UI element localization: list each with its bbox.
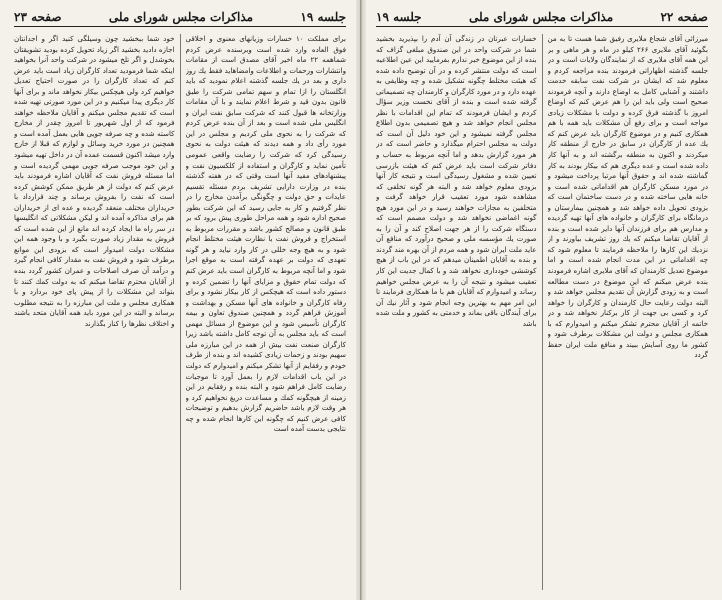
session-number: جلسه ۱۹ — [376, 10, 422, 24]
session-number: جلسه ۱۹ — [300, 10, 346, 24]
left-page-columns — [14, 34, 346, 590]
left-page-header — [14, 8, 346, 27]
text-column-right: ميرزائى آقاى شجاع ملايرى رفيق شما هست تا به من بگوئيد آقاى ملايرى ۲۶۶ كيلو در ماه و هر ماهى و بر اين همه آقاى ملايرى كه از نمايندگان ولايات است و در جلسه گذشته اظهاراتى فرمودند بنده مراجعه كردم و معلوم شد كه ايشان در شركت نفت سابقه خدمت داشتند و آشنايى كامل به اوضاع دارند و آنچه فرمودند صحيح است ولى بايد اين را هم عرض كنم كه اوضاع امروز با گذشته فرق كرده و دولت با مشكلات زيادى مواجه است و براى رفع آن مشكلات بايد همه با هم همكارى كنيم و در موضوع كارگران بايد عرض كنم كه يك عده از كارگران در سابق در خارج از منطقه كار ميكردند و اكنون به منطقه برگشته اند و به آنها كار داده شده است و عده ديگرى هم كه بيكار بودند به كار گماشته شده اند و حقوق آنها مرتبا پرداخت ميشود و در مورد مسكن كارگران هم اقداماتى شده است و خانه هايى ساخته شده و در دست ساختمان است كه بزودى تحويل داده خواهد شد و همچنين بيمارستان و درمانگاه براى كارگران و خانواده هاى آنها تهيه گرديده و مدارس هم براى فرزندان آنها داير شده است و بنده از آقايان تقاضا ميكنم كه يك روز تشريف بياورند و از نزديك اين كارها را ملاحظه فرمايند تا معلوم شود كه چه اقداماتى در اين مدت انجام شده است و اما موضوع تعديل كارمندان كه آقاى ملايرى اشاره فرمودند بنده عرض ميكنم كه اين موضوع در دست مطالعه است و به زودى گزارش آن تقديم مجلس خواهد شد و البته دولت رعايت حال كارمندان و كارگران را خواهد كرد و كسى بى جهت از كار بركنار نخواهد شد و در خاتمه از آقايان محترم تشكر ميكنم و اميدوارم كه با همكارى مجلس و دولت اين مشكلات برطرف شود و كشور ما روى آسايش ببيند و منافع ملت ايران حفظ گردد — [547, 34, 708, 360]
publication-title: مذاکرات مجلس شورای ملی — [468, 10, 614, 24]
right-page — [361, 0, 722, 600]
page-number: صفحه ۲۳ — [14, 10, 62, 24]
column-divider — [180, 34, 181, 590]
page-number: صفحه ۲۲ — [660, 10, 708, 24]
right-page-header — [376, 8, 708, 27]
text-column-right: براى مملكت ١٠ خسارات وزيانهاى معنوى و اخلاقى فوق العاده وارد شده است وبرسنده عرض كردم شماهمه ۲۲ ماه اخير آقاى مصدق است از مقامات وانتشارات ورحمات و اطلاعات وامضاهايد فقط يك روز دارى و بعد در يك جلسه گذشته اعلام نموديد كه بايد انگلستان را ازا تمام و سهم تمامى شركت را طبق قانون بدون قيد و شرط اعلام نمايند و با آن مقامات وزارتخانه ها قبول كنند كه شركت سابق نفت ايران و انگليس ملى شده است و بعد از آن بنده عرض كردم كه شركت را به نحوى ملى كرديم و مجلس در اين مورد رأى داد و همه ديدند كه هيئت دولت به نحوى رسيدگى كرد كه شركت را رضايت واقعى عمومى تأمين نمايد و كارگران و استفاده از كلكسيون نفت و پيشنهادهاى مفيد آنها است وقتى كه در هفته گذشته بنده در وزارت دارايى تشريف بردم مسئله تقسيم عايدات و حق دولت و چگونگى برآمدن مخارج را در نظر گرفتيم و كار به جايى رسيد كه اين شركت بطور صحيح اداره شود و همه مراحل طورى پيش برود كه بر طبق قانون و مصالح كشور باشد و مقررات مربوط به استخراج و فروش نفت با نظارت هيئت مختلط انجام شود و به هيچ وجه خللى در كار وارد نيايد و هر گونه تعهدى كه دولت بر عهده گرفته است به موقع اجرا شود و اما آنچه مربوط به كارگران است بايد عرض كنم كه دولت تمام حقوق و مزاياى آنها را تضمين كرده و دستور داده است كه هيچكس از كار بيكار نشود و براى رفاه كارگران و خانواده هاى آنها مسكن و بهداشت و آموزش فراهم گردد و همچنين صندوق تعاون و بيمه كارگران تأسيس شود و اين موضوع از مسائل مهمى است كه بايد مجلس به آن توجه كامل داشته باشد زيرا كارگران صنعت نفت بيش از همه در اين مبارزه ملى سهيم بودند و زحمات زيادى كشيده اند و بنده از طرف خودم و رفقايم از آنها تشكر ميكنم و اميدوارم كه دولت در اين باب اقدامات لازم را بعمل آورد تا موجبات رضايت كامل فراهم شود و البته بنده و رفقايم در اين زمينه از هيچگونه كمك و مساعدت دريغ نخواهيم كرد و هر وقت لازم باشد حاضريم گزارش بدهيم و توضيحات كافى عرض كنيم كه چگونه اين كارها انجام شده و چه نتايجى بدست آمده است — [185, 34, 346, 434]
column-divider — [542, 34, 543, 590]
text-column-left: خود شما ببخشيد چون وسيلگى كنيد اگر و اجدانتان اجازه داديد بخشيد اگر زياد تحويل كرده بوديد تشويقتان بخوشدل و اگر تلخ ميشود در شركت واحد آنرا بخواهيد اينكه شما فرموديد تعداد كارگران زياد است بايد عرض كنم كه تعداد كارگران را در صورت احتياج تعديل خواهيم كرد ولى هيچكس بيكار نخواهد ماند و براى آنها كار ديگرى پيدا ميكنيم و در اين مورد صورتى تهيه شده است كه تقديم مجلس ميكنم و آقايان ملاحظه خواهند فرمود كه از اول شهريور تا امروز چقدر از مخارج كاسته شده و چه صرفه جويى هايى بعمل آمده است و همچنين در مورد خريد وسائل و لوازم كه قبلا از خارج وارد ميشد اكنون قسمت عمده آن در داخل تهيه ميشود و اين خود موجب صرفه جويى مهمى گرديده است و اما مسئله فروش نفت كه آقايان اشاره فرمودند بايد عرض كنم كه دولت از هر طريق ممكن كوشش كرده است كه نفت را بفروش برساند و چند قرارداد با خريداران مختلف منعقد گرديده و عده اى از خريداران هم براى مذاكره آمده اند و ليكن مشكلاتى كه انگليسها در سر راه ما ايجاد كرده اند مانع از اين شده است كه فروش به مقدار زياد صورت بگيرد و با وجود همه اين مشكلات دولت اميدوار است كه بزودى اين موانع برطرف شود و فروش نفت به مقدار كافى انجام گيرد و درآمد آن صرف اصلاحات و عمران كشور گردد بنده از آقايان محترم تقاضا ميكنم كه به دولت كمك كنند تا بتواند اين مشكلات را از پيش پاى خود بردارد و با همكارى مجلس و ملت اين مبارزه را به نتيجه مطلوب برساند و البته در اين مورد بايد همه آقايان متحد باشند و اختلاف نظرها را كنار بگذارند — [14, 34, 175, 328]
publication-title: مذاکرات مجلس شورای ملی — [108, 10, 254, 24]
right-page-columns — [376, 34, 708, 590]
text-column-left: خسارات عبرتان در زندگى آن آدم را بپذيريد بخشيد شما در شركت واحد در اين صندوق مبلغى گزاف كه بنده از اين موضوع خبر ندارم بفرماييد اين عين اطلاعيه است كه دولت منتشر كرده و در آن توضيح داده شده كه هيئت مختلط چگونه تشكيل شده و چه وظايفى به عهده دارد و در مورد كارگران و كارمندان چه تصميماتى گرفته شده است و بنده از آقاى نخست وزير سؤال كردم و ايشان فرمودند كه تمام اين اقدامات با نظر مجلس انجام خواهد شد و هيچ تصميمى بدون اطلاع مجلس گرفته نميشود و اين خود دليل آن است كه دولت به مجلس احترام ميگذارد و حاضر است كه در هر مورد گزارش بدهد و اما آنچه مربوط به حساب و دفاتر شركت است بايد عرض كنم كه هيئت بازرسى تعيين شده و مشغول رسيدگى است و نتيجه كار آنها بزودى معلوم خواهد شد و البته هر گونه تخلفى كه مشاهده شود مورد تعقيب قرار خواهد گرفت و متخلفين به مجازات خواهند رسيد و در اين مورد هيچ گونه اغماضى نخواهد شد و دولت مصمم است كه دستگاه شركت را از هر جهت اصلاح كند و آن را به صورت يك مؤسسه ملى و صحيح درآورد كه منافع آن عايد ملت ايران شود و همه مردم از آن بهره مند گردند و بنده به آقايان اطمينان ميدهم كه در اين باب از هيچ كوششى خوددارى نخواهد شد و با كمال جديت اين كار تعقيب ميشود و نتيجه آن را به عرض مجلس خواهيم رساند و اميدوارم كه آقايان هم با ما همكارى فرمايند تا اين امر مهم به بهترين وجه انجام شود و آثار نيك آن براى آيندگان باقى بماند و خدمتى به كشور و ملت شده باشد — [376, 34, 537, 328]
